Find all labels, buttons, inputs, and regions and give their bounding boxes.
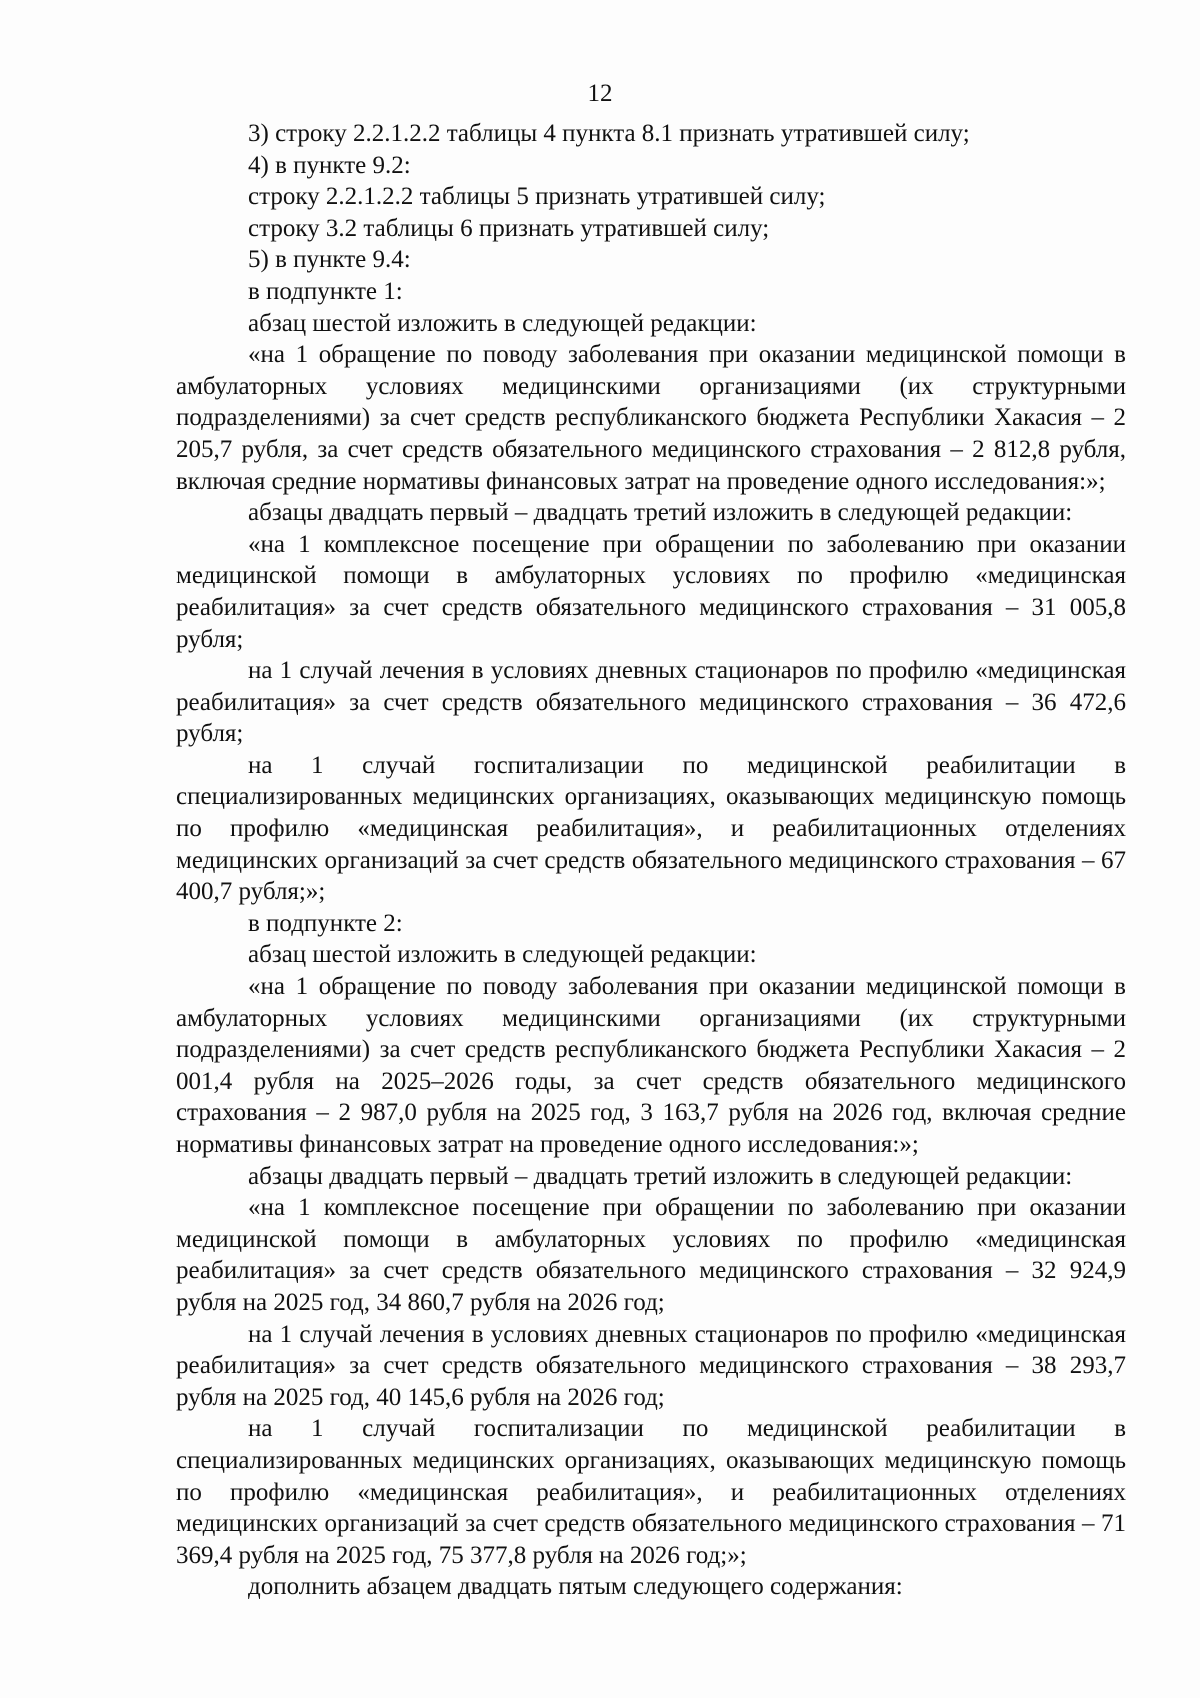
paragraph-quote-appeal-2: «на 1 обращение по поводу заболевания при оказании медицинской помощи в амбулаторных условиях медицинскими организациями (их структурными подразделениями) за счет средств республиканского бюджета Республики Хакасия – 2 001,4 рубля на 2025–2026 годы, за счет средств обязательного медицинского страхования – 2 987,0 рубля на 2025 год, 3 163,7 рубля на 2026 год, включая средние нормативы финансовых затрат на проведение одного исследования:»;: [176, 973, 1126, 1158]
document-body: [176, 118, 1126, 1603]
paragraph-row-table-6: строку 3.2 таблицы 6 признать утратившей силу;: [248, 214, 770, 242]
paragraph-quote-complex-visit-2: «на 1 комплексное посещение при обращении по заболеванию при оказании медицинской помощи в амбулаторных условиях по профилю «медицинская реабилитация» за счет средств обязательного медицинского страхования – 32 924,9 рубля на 2025 год, 34 860,7 рубля на 2026 год;: [176, 1194, 1126, 1316]
page-number: 12: [587, 80, 613, 107]
paragraph-quote-appeal-1: «на 1 обращение по поводу заболевания при оказании медицинской помощи в амбулаторных условиях медицинскими организациями (их структурными подразделениями) за счет средств республиканского бюджета Республики Хакасия – 2 205,7 рубля, за счет средств обязательного медицинского страхования – 2 812,8 рубля, включая средние нормативы финансовых затрат на проведение одного исследования:»;: [176, 341, 1126, 495]
paragraph-instruction-sixth: абзац шестой изложить в следующей редакции:: [248, 309, 757, 337]
paragraph-quote-day-hospital-2: на 1 случай лечения в условиях дневных стационаров по профилю «медицинская реабилитация» за счет средств обязательного медицинского страхования – 38 293,7 рубля на 2025 год, 40 145,6 рубля на 2026 год;: [176, 1320, 1126, 1411]
paragraph-instruction-sixth-2: абзац шестой изложить в следующей редакции:: [248, 941, 757, 969]
paragraph-instruction-25: дополнить абзацем двадцать пятым следующего содержания:: [248, 1573, 903, 1601]
paragraph-item-5: 5) в пункте 9.4:: [248, 246, 411, 274]
paragraph-subitem-2: в подпункте 2:: [248, 909, 403, 937]
paragraph-row-table-5: строку 2.2.1.2.2 таблицы 5 признать утратившей силу;: [248, 183, 826, 211]
paragraph-quote-complex-visit-1: «на 1 комплексное посещение при обращении по заболеванию при оказании медицинской помощи в амбулаторных условиях по профилю «медицинская реабилитация» за счет средств обязательного медицинского страхования – 31 005,8 рубля;: [176, 530, 1126, 653]
paragraph-instruction-21-23: абзацы двадцать первый – двадцать третий изложить в следующей редакции:: [248, 499, 1073, 527]
paragraph-quote-day-hospital-1: на 1 случай лечения в условиях дневных стационаров по профилю «медицинская реабилитация» за счет средств обязательного медицинского страхования – 36 472,6 рубля;: [176, 657, 1126, 748]
paragraph-item-4: 4) в пункте 9.2:: [248, 151, 411, 179]
paragraph-instruction-21-23-2: абзацы двадцать первый – двадцать третий изложить в следующей редакции:: [248, 1162, 1073, 1190]
paragraph-quote-hospitalization-2: на 1 случай госпитализации по медицинской реабилитации в специализированных медицинских организациях, оказывающих медицинскую помощь по профилю «медицинская реабилитация», и реабилитационных отделениях медицинских организаций за счет средств обязательного медицинского страхования – 71 369,4 рубля на 2025 год, 75 377,8 рубля на 2026 год;»;: [176, 1415, 1126, 1569]
paragraph-item-3: 3) строку 2.2.1.2.2 таблицы 4 пункта 8.1 признать утратившей силу;: [248, 120, 970, 147]
paragraph-quote-hospitalization-1: на 1 случай госпитализации по медицинской реабилитации в специализированных медицинских организациях, оказывающих медицинскую помощь по профилю «медицинская реабилитация», и реабилитационных отделениях медицинских организаций за счет средств обязательного медицинского страхования – 67 400,7 рубля;»;: [176, 751, 1126, 906]
paragraph-subitem-1: в подпункте 1:: [248, 277, 403, 305]
